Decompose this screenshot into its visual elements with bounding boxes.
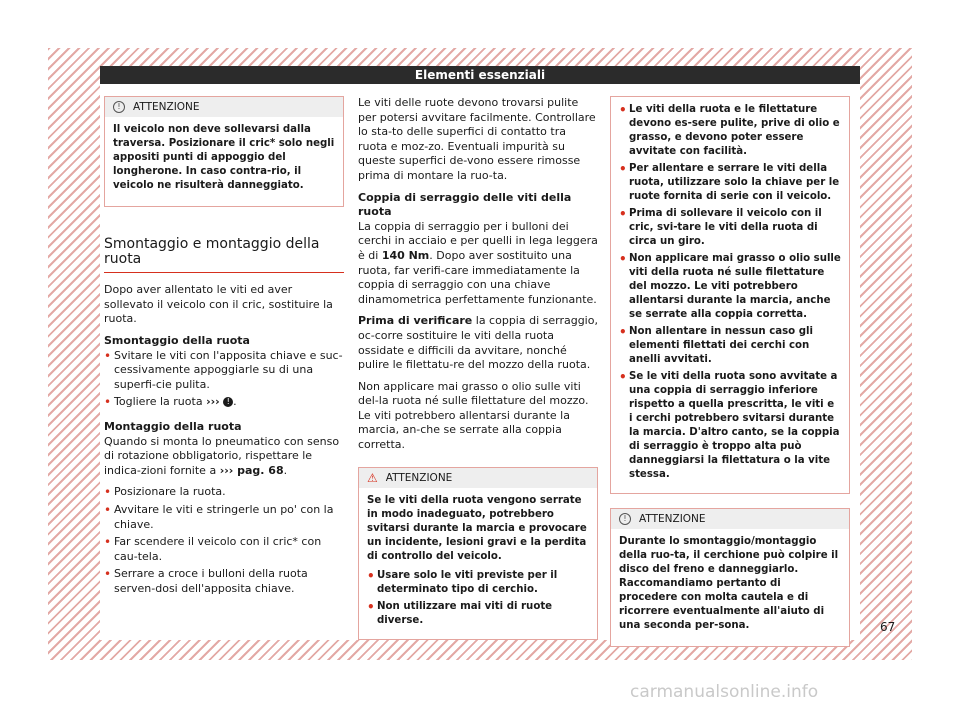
warning-body	[105, 117, 343, 206]
column-3	[610, 96, 850, 657]
list-item	[104, 485, 344, 500]
list-item-text: Posizionare la ruota.	[114, 485, 226, 499]
torque-text: La coppia di serraggio per i bulloni dei cerchi in acciaio e per quelli in lega leggera è di	[358, 219, 598, 262]
section-title: Smontaggio e montaggio della ruota	[104, 237, 344, 273]
page-header	[100, 66, 860, 84]
list-item-text: Prima di sollevare il veicolo con il cric, svi-tare le viti della ruota di circa un giro.	[629, 208, 822, 247]
bullet-icon: •	[104, 395, 112, 410]
watermark-text: carmanualsonline.info	[630, 682, 819, 702]
bullet-icon: •	[619, 207, 627, 221]
list-item	[367, 569, 589, 597]
column-1	[104, 96, 344, 599]
list-item	[104, 503, 344, 532]
caution-dot-icon: !	[223, 397, 233, 407]
torque-value: 140 Nm	[381, 248, 430, 262]
warning-label: ATTENZIONE	[639, 513, 706, 525]
list-item	[367, 600, 589, 628]
list-item	[619, 252, 841, 322]
list-item-text: Non utilizzare mai viti di ruote diverse.	[377, 600, 553, 626]
paragraph-cleanliness: Le viti delle ruote devono trovarsi pulite per potersi avvitare facilmente. Controllare lo sta-to delle superfici di contatto tra ruota e moz-zo. Eventuali impurità su queste superfici de-vono essere rimosse prima di montare la ruo-ta.	[358, 96, 596, 182]
bullet-icon: •	[619, 370, 627, 384]
subheading-coppia: Coppia di serraggio delle viti della ruota	[358, 190, 572, 219]
list-item	[104, 349, 344, 393]
subheading-montaggio: Montaggio della ruota	[104, 419, 242, 433]
list-item-text: Togliere la ruota	[114, 395, 203, 409]
column-2	[358, 96, 598, 650]
warning-header	[611, 509, 849, 529]
bullet-icon: •	[104, 502, 112, 517]
list-item	[619, 325, 841, 367]
warning-header	[105, 97, 343, 117]
list-item-text: Non applicare mai grasso o olio sulle viti della ruota né sulle filettature del mozzo. Le viti potrebbero allentarsi durante la marcia, anche se serrate alla coppia corretta.	[629, 253, 841, 320]
torque-text-cont: . Dopo aver sostituito una ruota, far verifi-care immediatamente la coppia di serraggio con una chiave dinamometrica perfettamente funzionante.	[358, 248, 597, 306]
verify-text: la coppia di serraggio, oc-corre sostituire le viti della ruota ossidate e difficili da avvitare, nonché pulire le filettatu-re del mozzo della ruota.	[358, 314, 598, 372]
page-reference-link[interactable]: ››› pag. 68	[219, 463, 284, 477]
bullet-icon: •	[367, 599, 375, 614]
caution-circle-icon: !	[113, 101, 125, 113]
montaggio-text: Quando si monta lo pneumatico con senso di rotazione obbligatorio, rispettare le indica-zioni fornite a	[104, 434, 340, 477]
list-item	[619, 162, 841, 204]
bullet-icon: •	[619, 103, 627, 117]
list-item	[619, 370, 841, 482]
bullet-icon: •	[104, 485, 112, 500]
caution-circle-icon: !	[619, 513, 631, 525]
bullet-icon: •	[619, 162, 627, 176]
header-title: Elementi essenziali	[414, 68, 546, 82]
list-item-text: Svitare le viti con l'apposita chiave e suc-cessivamente appoggiarle su di una superfi-cie pulita.	[114, 348, 343, 391]
subheading-smontaggio: Smontaggio della ruota	[104, 333, 250, 347]
warning-text: Il veicolo non deve sollevarsi dalla traversa. Posizionare il cric* solo negli appositi punti di appoggio del longherone. In caso contra-rio, il veicolo ne risulterà danneggiato.	[113, 124, 335, 191]
list-item-text: Le viti della ruota e le filettature devono es-sere pulite, prive di olio e grasso, e devono poter essere avvitate con facilità.	[629, 104, 840, 157]
warning-body	[611, 97, 849, 493]
list-item	[619, 207, 841, 249]
warning-label: ATTENZIONE	[385, 471, 453, 484]
bullet-icon: •	[104, 535, 112, 550]
warning-box	[358, 467, 598, 640]
list-item-text: Serrare a croce i bulloni della ruota serven-dosi dell'apposita chiave.	[114, 567, 308, 595]
warning-box	[104, 96, 344, 207]
bullet-icon: •	[104, 567, 112, 582]
bullet-icon: •	[619, 325, 627, 339]
warning-label: ATTENZIONE	[133, 101, 200, 113]
bullet-icon: •	[367, 568, 375, 583]
intro-paragraph: Dopo aver allentato le viti ed aver sollevato il veicolo con il cric, sostituire la ruota.	[104, 283, 333, 326]
warning-body	[611, 529, 849, 646]
paragraph-verify	[358, 314, 598, 372]
list-item	[619, 103, 841, 159]
list-item-text: Non allentare in nessun caso gli elementi filettati dei cerchi con anelli avvitati.	[629, 326, 814, 365]
list-item-text: Avvitare le viti e stringerle un po' con la chiave.	[114, 502, 334, 531]
list-item-text: Se le viti della ruota sono avvitate a una coppia di serraggio inferiore rispetto a quella prescritta, le viti e i cerchi potrebbero svitarsi durante la marcia. D'altro canto, se la coppia di serraggio è troppo alta può danneggiarsi la filettatura o la vite stessa.	[629, 371, 840, 480]
page-number: 67	[880, 620, 896, 634]
warning-box	[610, 508, 850, 647]
paragraph-torque	[358, 220, 598, 308]
paragraph-grease: Non applicare mai grasso o olio sulle viti del-la ruota né sulle filettature del mozzo. Le viti potrebbero allentarsi durante la marcia, an-che se serrate alla coppia corretta.	[358, 379, 589, 452]
list-item-text: Far scendere il veicolo con il cric* con cau-tela.	[114, 535, 322, 563]
warning-triangle-icon: ⚠	[367, 470, 378, 485]
verify-lead: Prima di verificare	[358, 314, 473, 328]
cross-reference-link[interactable]: ›››	[206, 395, 220, 409]
list-item	[104, 535, 344, 564]
list-item: • Togliere la ruota ››› ! .	[104, 395, 237, 410]
list-item	[104, 567, 344, 596]
warning-header	[359, 468, 597, 488]
warning-box-continued	[610, 96, 850, 494]
bullet-icon: •	[619, 252, 627, 266]
warning-text: Durante lo smontaggio/montaggio della ruo-ta, il cerchione può colpire il disco del freno e danneggiarlo. Raccomandiamo pertanto di procedere con molta cautela e di ricorrere eventualmente all'aiuto di una seconda per-sona.	[619, 536, 839, 631]
montaggio-paragraph: Quando si monta lo pneumatico con senso di rotazione obbligatorio, rispettare le indica-zioni fornite a ››› pag. 68.	[104, 434, 340, 477]
warning-body	[359, 488, 597, 639]
list-item-text: Per allentare e serrare le viti della ruota, utilizzare solo la chiave per le ruote fornita di serie con il veicolo.	[629, 163, 840, 202]
bullet-icon: •	[104, 348, 112, 363]
warning-text: Se le viti della ruota vengono serrate in modo inadeguato, potrebbero svitarsi durante la marcia e provocare un incidente, lesioni gravi e la perdita di controllo del veicolo.	[367, 494, 587, 562]
list-item-text: Usare solo le viti previste per il determinato tipo di cerchio.	[377, 569, 558, 595]
